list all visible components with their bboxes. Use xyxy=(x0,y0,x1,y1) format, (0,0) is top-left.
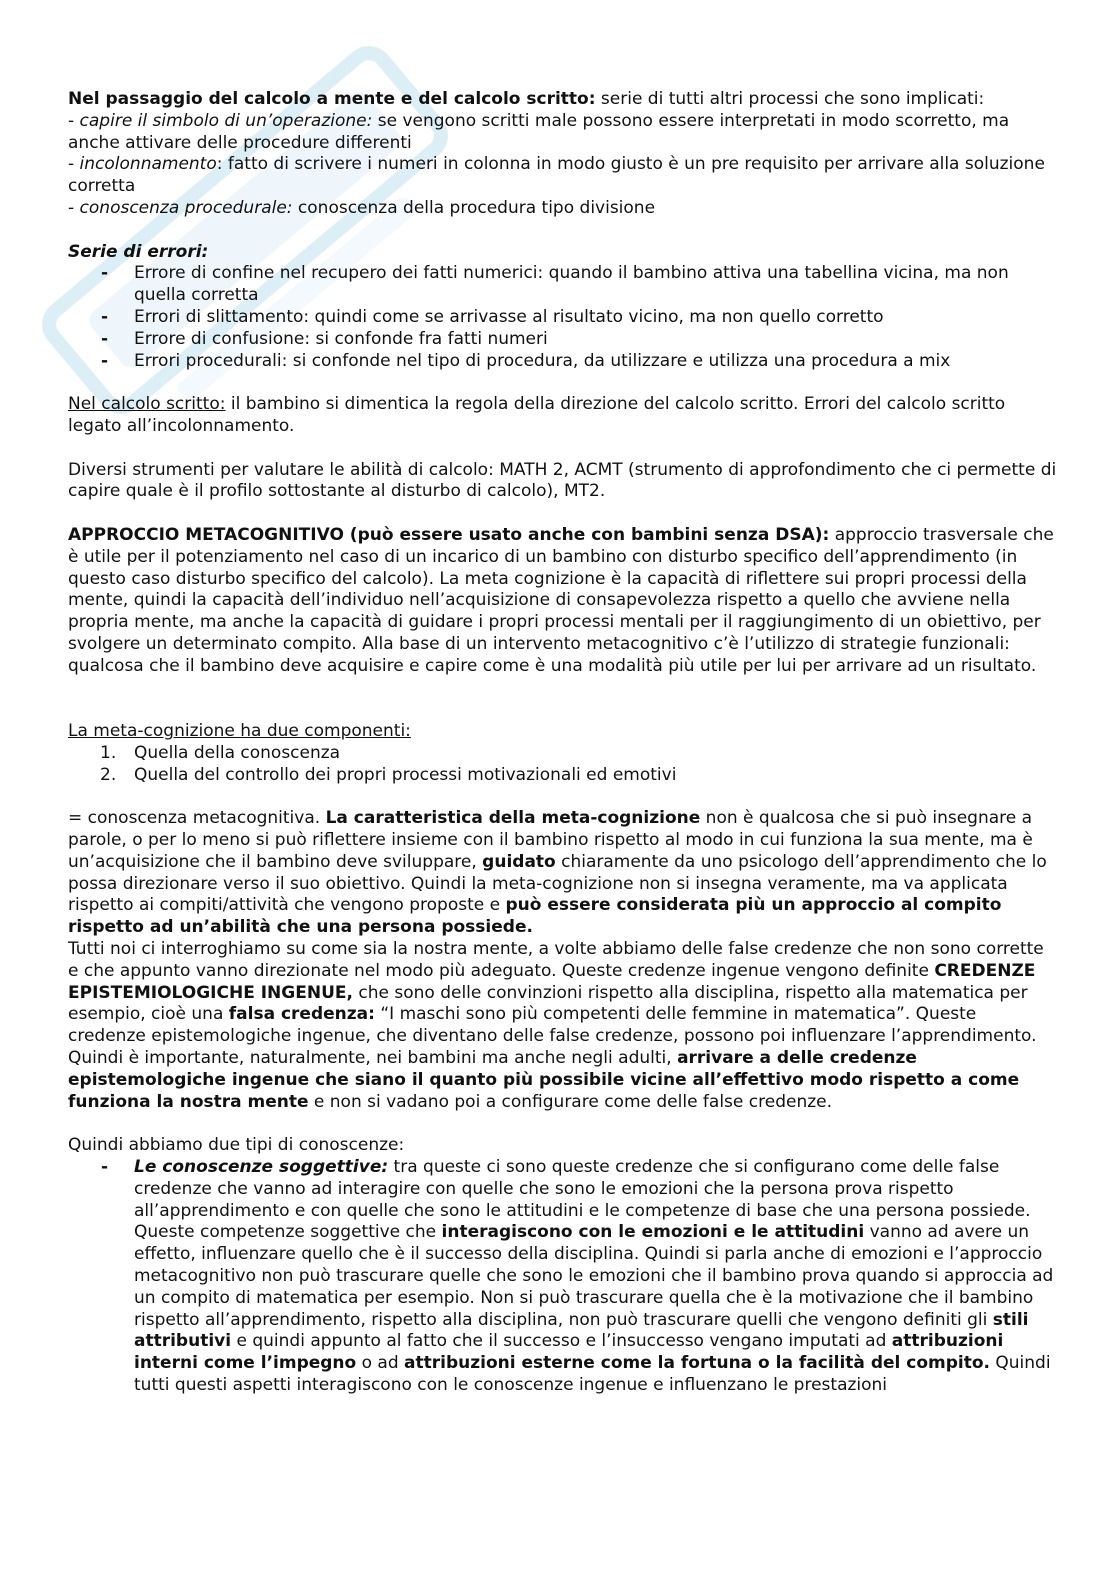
document-page xyxy=(68,89,1058,1397)
text-run: Tutti noi ci interroghiamo su come sia la nostra mente, a volte abbiamo delle false credenze che non sono corrette e che appunto vanno direzionate nel modo più adeguato. Queste credenze ingenue vengono definite xyxy=(68,939,1044,981)
dash: - xyxy=(68,197,80,218)
dash: - xyxy=(68,154,80,175)
bold-run: attribuzioni esterne come la fortuna o la facilità del compito. xyxy=(404,1353,990,1374)
written-calc-label: Nel calcolo scritto: xyxy=(68,394,226,415)
metacognitive-text: approccio trasversale che è utile per il potenziamento nel caso di un incarico di un bambino con disturbo specifico dell’apprendimento (in questo caso disturbo specifico del calcolo). La meta cognizione è la capacità di riflettere sui propri processi della mente, quindi la capacità dell’individuo nell’acquisizione di consapevolezza rispetto a quello che avviene nella propria mente, ma anche la capacità di guidare i propri processi mentali per il raggiungimento di un obiettivo, per svolgere un determinato compito. Alla base di un intervento metacognitivo c’è l’utilizzo di strategie funzionali: qualcosa che il bambino deve acquisire e capire come è una modalità più utile per lui per arrivare ad un risultato. xyxy=(68,524,1054,676)
bold-run: interagiscono con le emozioni e le attitudini xyxy=(441,1222,865,1243)
intro-paragraph xyxy=(68,89,1058,111)
list-item xyxy=(68,329,1058,351)
process-desc: : fatto di scrivere i numeri in colonna in modo giusto è un pre requisito per arrivare alla soluzione corretta xyxy=(68,154,1045,197)
text-run: Quindi tutti questi aspetti interagiscono con le conoscenze ingenue e influenzano le prestazioni xyxy=(134,1353,1051,1396)
text-run: non è qualcosa che si può insegnare a parole, o per lo meno si può riflettere insieme con il bambino rispetto al modo in cui funziona la sua mente, ma è un’acquisizione che il bambino deve sviluppare, xyxy=(68,808,1033,872)
list-item-text: Errore di confine nel recupero dei fatti numerici: quando il bambino attiva una tabellina vicina, ma non quella corretta xyxy=(134,263,1009,306)
list-item-text: Quella della conoscenza xyxy=(134,742,341,763)
metacognitive-lead: APPROCCIO METACOGNITIVO (può essere usato anche con bambini senza DSA): xyxy=(68,524,830,545)
text-run: che sono delle convinzioni rispetto alla disciplina, rispetto alla matematica per esempio, cioè una xyxy=(68,982,1028,1025)
text-run: tra queste ci sono queste credenze che si configurano come delle false credenze che vanno ad interagire con quelle che sono le emozioni che la persona prova rispetto all’apprendimento e con quelle che sono le attitudini e le competenze di base che una persona possiede. Queste competenze soggettive che xyxy=(134,1157,1031,1243)
list-item xyxy=(68,351,1058,373)
process-term: incolonnamento xyxy=(79,154,217,175)
bold-run: arrivare a delle credenze epistemologiche ingenue che siano il quanto più possibile vicine all’effettivo modo rispetto a come funziona la nostra mente xyxy=(68,1048,1020,1112)
process-line-3 xyxy=(68,198,1058,220)
text-run: = conoscenza metacognitiva. xyxy=(68,808,326,829)
knowledge-paragraph xyxy=(68,808,1058,939)
process-line-1 xyxy=(68,111,1058,155)
errors-heading xyxy=(68,242,1058,264)
bullet: - xyxy=(101,263,109,284)
dash: - xyxy=(68,110,80,131)
components-list xyxy=(68,743,1058,787)
list-item xyxy=(68,1157,1058,1397)
bold-run: falsa credenza: xyxy=(228,1004,375,1025)
list-item-text: Quella del controllo dei propri processi motivazionali ed emotivi xyxy=(134,764,677,785)
process-desc: se vengono scritti male possono essere interpretati in modo scorretto, ma anche attivare delle procedure differenti xyxy=(68,110,1010,153)
bold-italic-run: Le conoscenze soggettive: xyxy=(134,1157,389,1178)
bold-run: CREDENZE EPISTEMIOLOGICHE INGENUE, xyxy=(68,960,1036,1003)
list-item xyxy=(68,263,1058,307)
errors-heading-text: Serie di errori: xyxy=(68,241,209,262)
list-item xyxy=(68,307,1058,329)
errors-list xyxy=(68,263,1058,372)
list-item xyxy=(68,765,1058,787)
knowledge-types-list xyxy=(68,1157,1058,1397)
list-item-text: Errori di slittamento: quindi come se arrivasse al risultato vicino, ma non quello corretto xyxy=(134,306,884,327)
bold-run: La caratteristica della meta-cognizione xyxy=(325,808,701,829)
list-item-text: Errori procedurali: si confonde nel tipo di procedura, da utilizzare e utilizza una procedura a mix xyxy=(134,350,951,371)
beliefs-paragraph xyxy=(68,939,1058,1113)
process-term: conoscenza procedurale: xyxy=(79,197,293,218)
process-desc: conoscenza della procedura tipo divisione xyxy=(292,197,656,218)
text-run: vanno ad avere un effetto, influenzare quello che è il successo della disciplina. Quindi si parla anche di emozioni e l’approccio metacognitivo non può trascurare quelle che sono le emozioni che il bambino prova quando si approccia ad un compito di matematica per esempio. Non si può trascurare quella che è la motivazione che il bambino rispetto all’apprendimento, rispetto alla disciplina, non può trascurare quelli che vengono definiti gli xyxy=(134,1222,1054,1330)
bullet: - xyxy=(101,350,109,371)
process-term: capire il simbolo di un’operazione: xyxy=(79,110,373,131)
process-line-2 xyxy=(68,154,1058,198)
text-run: e quindi appunto al fatto che il successo e l’insuccesso vengano imputati ad xyxy=(231,1331,892,1352)
bold-run: guidato xyxy=(482,851,556,872)
intro-lead: Nel passaggio del calcolo a mente e del calcolo scritto: xyxy=(68,89,596,109)
bold-run: stili attributivi xyxy=(134,1309,1029,1352)
tools-paragraph: Diversi strumenti per valutare le abilità di calcolo: MATH 2, ACMT (strumento di approfondimento che ci permette di capire quale è il profilo sottostante al disturbo di calcolo), MT2. xyxy=(68,459,1057,502)
text-run: “I maschi sono più competenti delle femmine in matematica”. Queste credenze epistemologiche ingenue, che diventano delle false credenze, possono poi influenzare l’apprendimento. Quindi è importante, naturalmente, nei bambini ma anche negli adulti, xyxy=(68,1004,1037,1069)
bold-run: può essere considerata più un approccio al compito rispetto ad un’abilità che una persona possiede. xyxy=(68,895,1002,938)
list-item-text: Errore di confusione: si confonde fra fatti numeri xyxy=(134,328,548,349)
text-run: chiaramente da uno psicologo dell’apprendimento che lo possa direzionare verso il suo obiettivo. Quindi la meta-cognizione non si insegna veramente, ma va applicata rispetto ai compiti/attività che vengono proposte e xyxy=(68,851,1047,916)
text-run: o ad xyxy=(356,1353,405,1374)
knowledge-types-intro: Quindi abbiamo due tipi di conoscenze: xyxy=(68,1135,405,1156)
bullet: - xyxy=(101,1157,109,1178)
bullet: - xyxy=(101,328,109,349)
list-marker: 2. xyxy=(100,764,117,785)
components-heading-text: La meta-cognizione ha due componenti: xyxy=(68,721,411,742)
written-calc-paragraph xyxy=(68,394,1058,438)
intro-rest: serie di tutti altri processi che sono implicati: xyxy=(595,89,985,109)
components-heading xyxy=(68,721,1058,743)
written-calc-text: il bambino si dimentica la regola della direzione del calcolo scritto. Errori del calcolo scritto legato all’incolonnamento. xyxy=(68,394,1006,436)
text-run: e non si vadano poi a configurare come delle false credenze. xyxy=(308,1091,833,1112)
metacognitive-paragraph xyxy=(68,525,1058,678)
bullet: - xyxy=(101,306,109,327)
list-marker: 1. xyxy=(100,742,117,763)
bold-run: attribuzioni interni come l’impegno xyxy=(134,1331,1004,1374)
list-item xyxy=(68,743,1058,765)
